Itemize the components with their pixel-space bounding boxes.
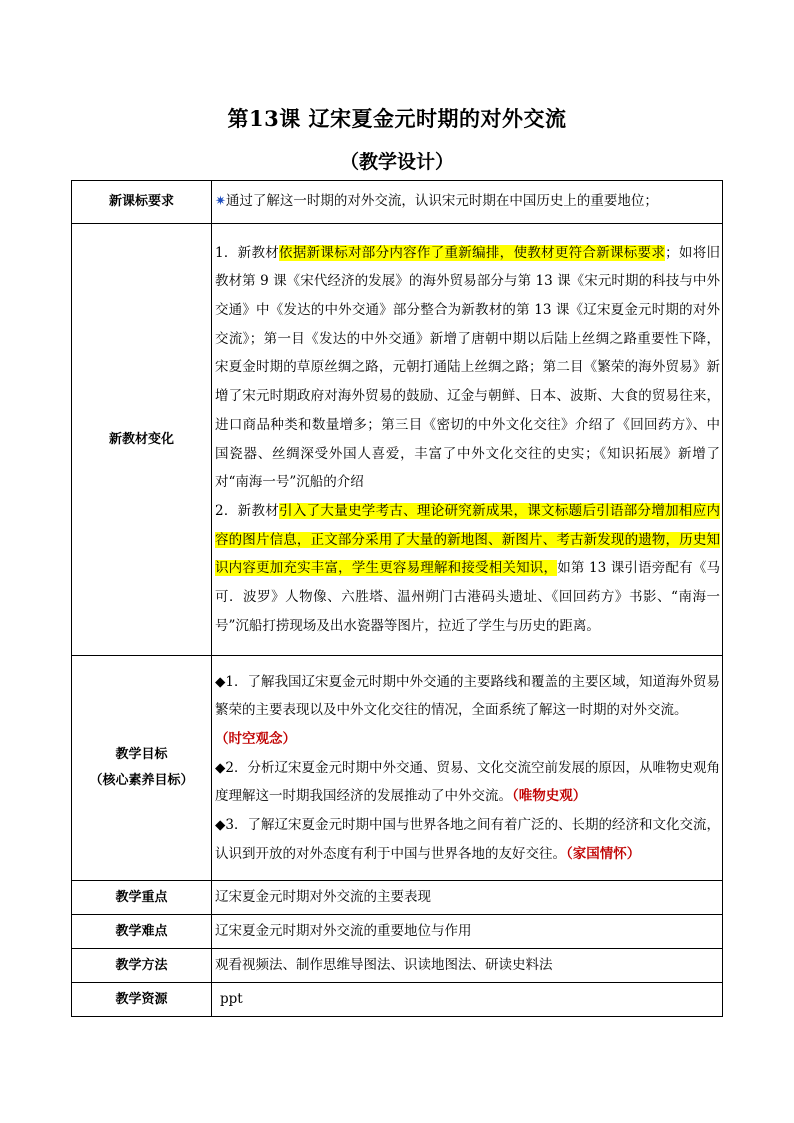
row-label-changes: 新教材变化 (72, 224, 212, 656)
table-row (72, 983, 723, 1017)
row-content-difficulty: 辽宋夏金元时期对外交流的重要地位与作用 (212, 915, 723, 949)
row-label-goals (72, 656, 212, 881)
goal-2-tag: （唯物史观） (512, 788, 587, 805)
row-content-resource: ppt (212, 983, 723, 1017)
goal-1-text: ◆1．了解我国辽宋夏金元时期中外交通的主要路线和覆盖的主要区域，知道海外贸易繁荣的主要表现以及中外文化交往的情况，全面系统了解这一时期的对外交流。 (215, 673, 720, 719)
page-title: 第13课 辽宋夏金元时期的对外交流 (227, 106, 567, 131)
row-content-standard (212, 181, 723, 224)
goal-3-text: ◆3．了解辽宋夏金元时期中国与世界各地之间有着广泛的、长期的经济和文化交流，认识到开放的对外态度有利于中国与世界各地的友好交往。 (215, 817, 720, 862)
table-row (72, 656, 723, 881)
table-row (72, 949, 723, 983)
goal-item (215, 754, 720, 811)
goals-label-sub: （核心素养目标） (89, 773, 194, 788)
standard-text: 通过了解这一时期的对外交流，认识宋元时期在中国历史上的重要地位； (225, 193, 658, 210)
asterisk-icon: ✷ (215, 194, 226, 210)
row-label-method: 教学方法 (72, 949, 212, 983)
changes-p1-lead: 1．新教材 (215, 244, 280, 261)
page-subtitle: （教学设计） (339, 151, 454, 173)
row-content-method: 观看视频法、制作思维导图法、识读地图法、研读史料法 (212, 949, 723, 983)
goals-label-main: 教学目标 (115, 747, 168, 762)
row-content-key: 辽宋夏金元时期对外交流的主要表现 (212, 881, 723, 915)
row-label-resource: 教学资源 (72, 983, 212, 1017)
goal-item (215, 668, 720, 725)
changes-p2-highlight: 引入了大量史学考古、理论研究新成果，课文标题后引语部分增加相应内容的图片信息，正文部分采用了大量的新地图、新图片、考古新发现的遗物，历史知识内容更加充实丰富，学生更容易理解和接受相关知识， (215, 502, 721, 577)
goal-2-text: ◆2．分析辽宋夏金元时期中外交通、贸易、文化交流空前发展的原因，从唯物史观角度理解这一时期我国经济的发展推动了中外交流。 (215, 759, 720, 805)
row-label-difficulty: 教学难点 (72, 915, 212, 949)
row-content-goals (212, 656, 723, 881)
lesson-plan-table (71, 180, 723, 1017)
table-row (72, 915, 723, 949)
changes-paragraph-1 (215, 239, 720, 497)
changes-p1-body: ；如将旧教材第 9 课《宋代经济的发展》的海外贸易部分与第 13 课《宋元时期的科技与中外交通》中《发达的中外交通》部分整合为新教材的第 13 课《辽宋夏金元时期的对外交流》；第一目《发达的中外交通》新增了唐朝中期以后陆上丝绸之路重要性下降，宋夏金时期的草原丝绸之路，元朝打通陆上丝绸之路；第二目《繁荣的海外贸易》新增了宋元时期政府对海外贸易的鼓励、辽金与朝鲜、日本、波斯、大食的贸易往来，进口商品种类和数量增多；第三目《密切的中外文化交往》介绍了《回回药方》、中国瓷器、丝绸深受外国人喜爱，丰富了中外文化交往的史实；《知识拓展》新增了对“南海一号”沉船的介绍 (215, 244, 721, 491)
goal-item (215, 811, 720, 868)
row-label-key: 教学重点 (72, 881, 212, 915)
changes-p2-lead: 2．新教材 (215, 502, 280, 519)
changes-p1-highlight: 依据新课标对部分内容作了重新编排，使教材更符合新课标要求 (279, 244, 666, 261)
table-row (72, 224, 723, 656)
changes-paragraph-2 (215, 497, 720, 641)
goal-3-tag: （家国情怀） (566, 845, 641, 862)
goal-1-tag: （时空观念） (215, 730, 296, 747)
goal-tag (215, 725, 720, 754)
row-label-standard: 新课标要求 (72, 181, 212, 224)
row-content-changes (212, 224, 723, 656)
changes-p2-body: 如第 13 课引语旁配有《马可．波罗》人物像、六胜塔、温州朔门古港码头遗址、《回回药方》书影、“南海一号”沉船打捞现场及出水瓷器等图片，拉近了学生与历史的距离。 (215, 560, 721, 634)
table-row (72, 181, 723, 224)
table-row (72, 881, 723, 915)
